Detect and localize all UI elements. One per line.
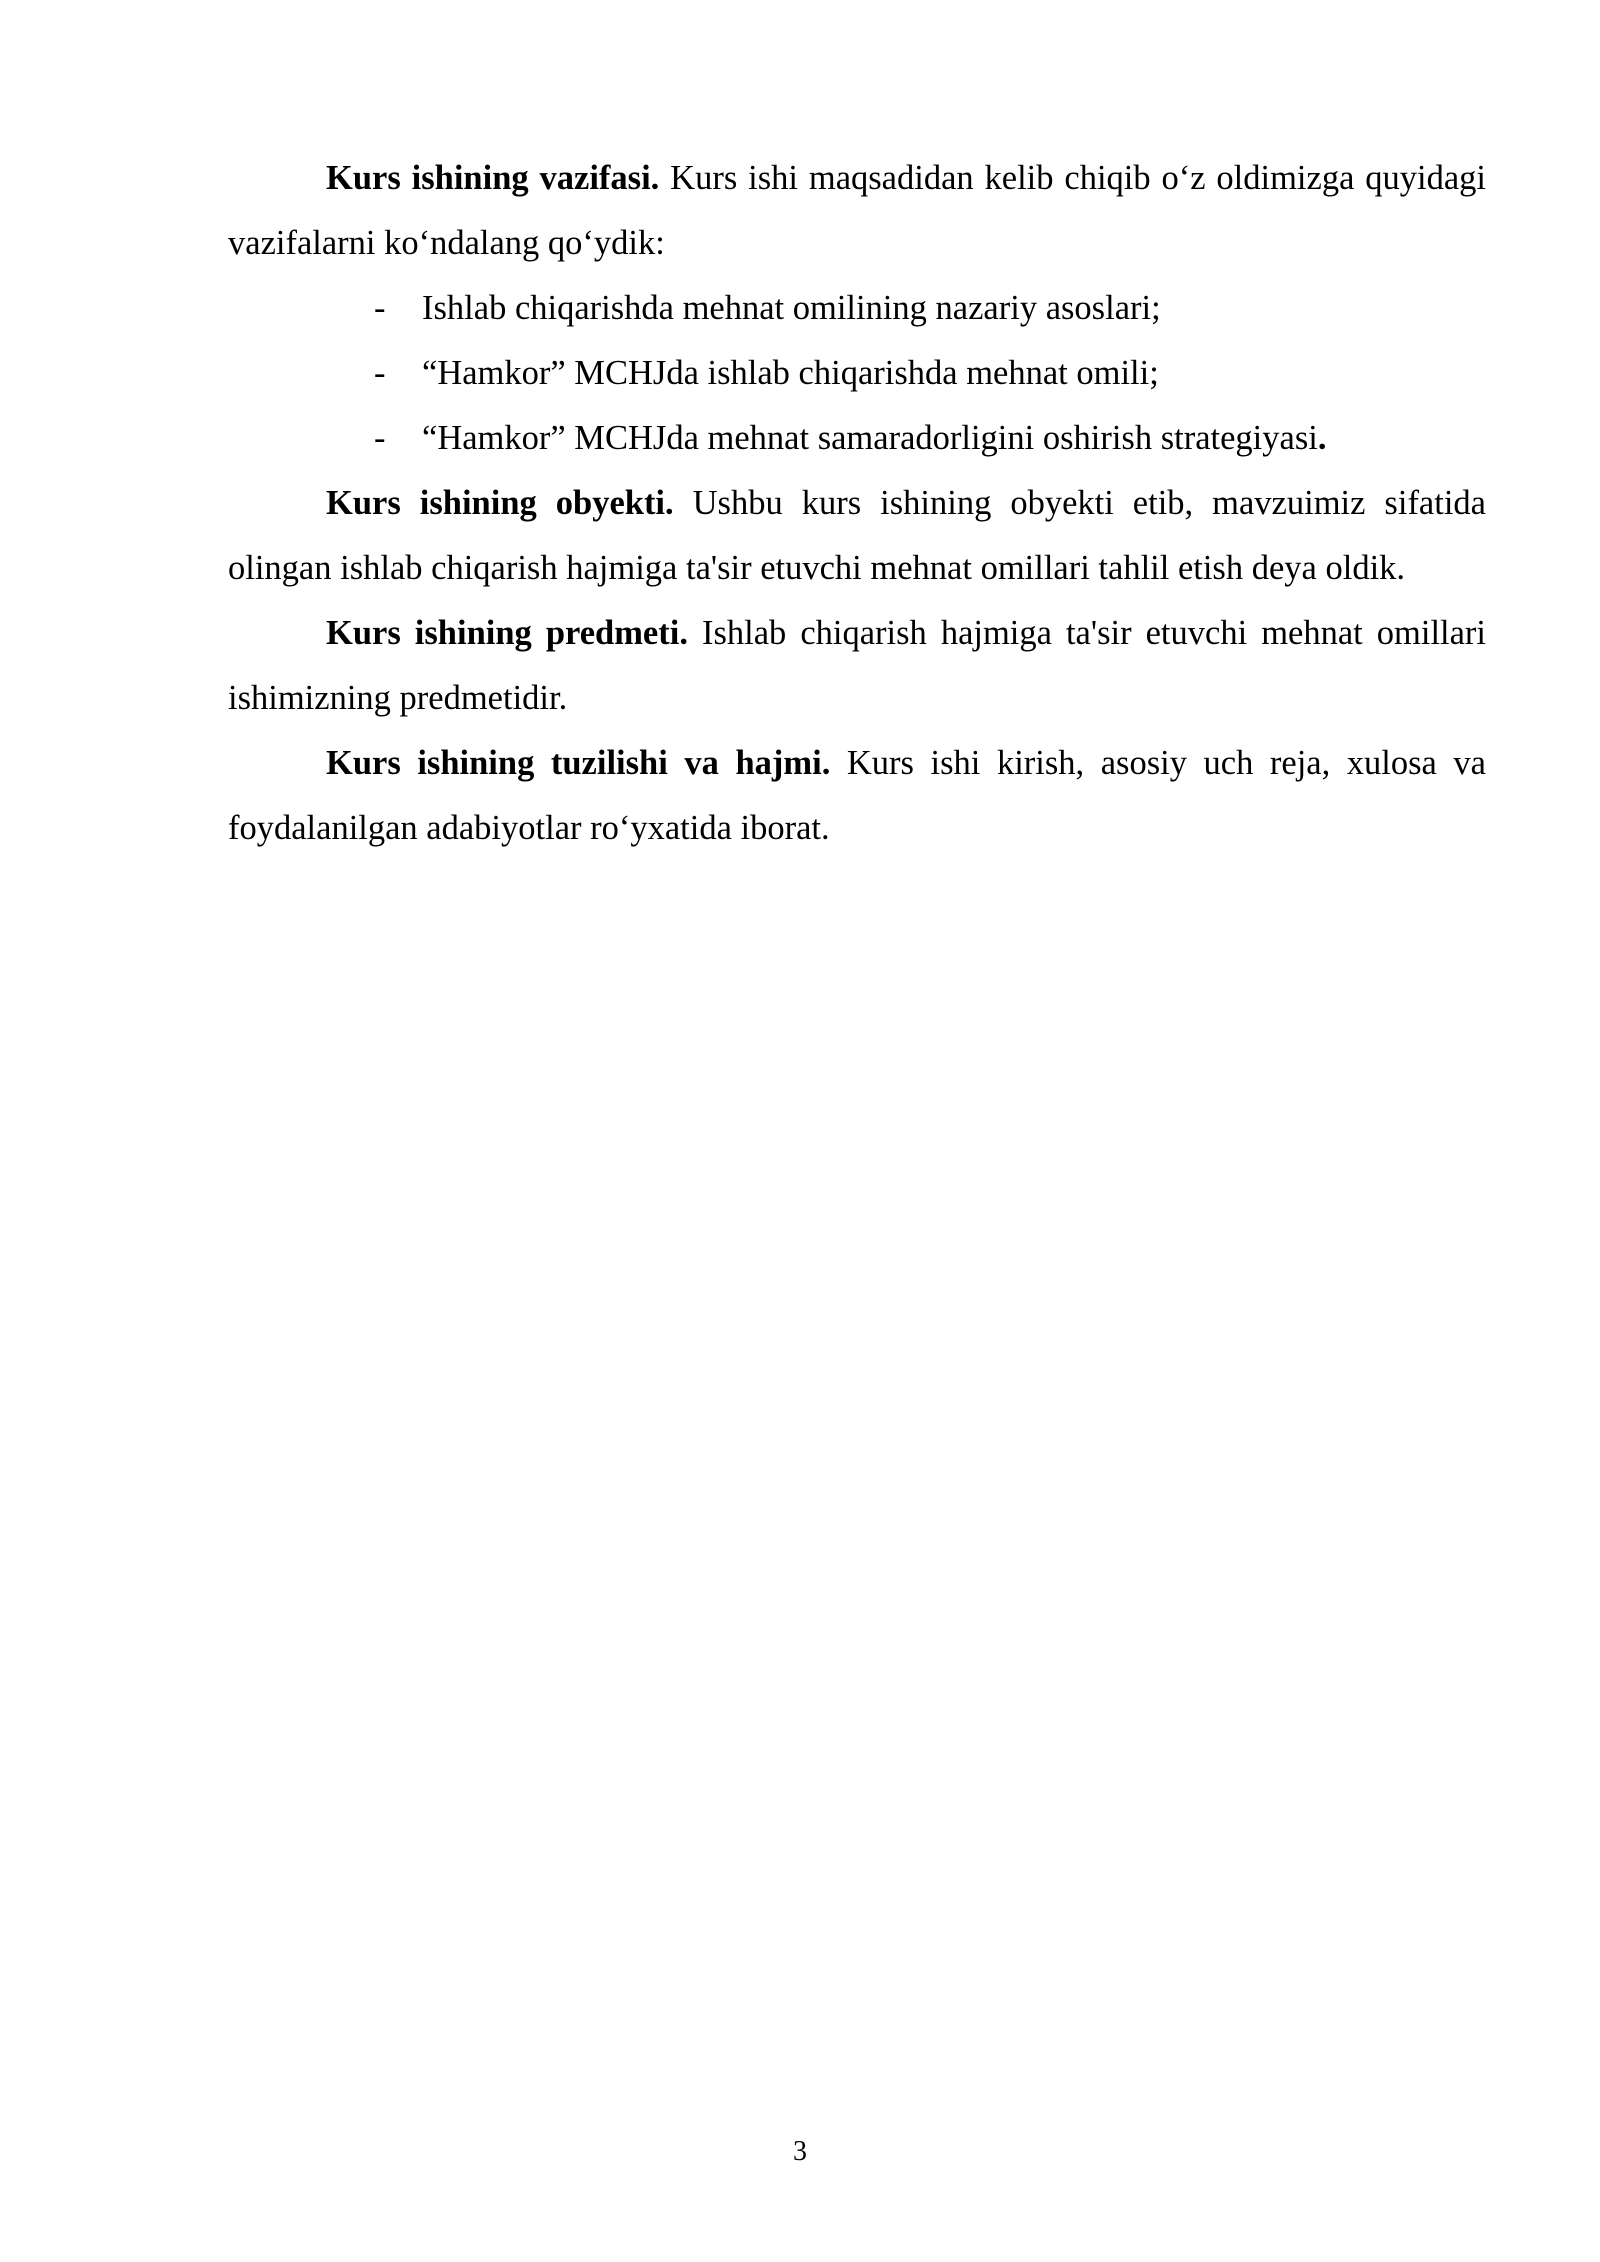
paragraph-obyekt-title: Kurs ishining obyekti.: [326, 484, 674, 522]
paragraph-tuzilish-title: Kurs ishining tuzilishi va hajmi.: [326, 744, 831, 782]
paragraph-tuzilish-text: Kurs ishi kirish, asosiy uch reja, xulosa va foydalanilgan adabiyotlar ro‘yxatida iborat.: [228, 744, 1486, 847]
list-item-text: “Hamkor” MCHJda ishlab chiqarishda mehnat omili;: [422, 354, 1159, 392]
list-item: [228, 341, 1486, 406]
paragraph-obyekt: [228, 471, 1486, 601]
page-number: 3: [793, 2136, 807, 2167]
list-item: [228, 406, 1486, 471]
list-item: [228, 276, 1486, 341]
paragraph-vazifa: [228, 146, 1486, 276]
paragraph-predmet-text: Ishlab chiqarish hajmiga ta'sir etuvchi mehnat omillari ishimizning predmetidir.: [228, 614, 1486, 717]
list-item-text: “Hamkor” MCHJda mehnat samaradorligini oshirish strategiyasi: [422, 419, 1318, 457]
paragraph-predmet-title: Kurs ishining predmeti.: [326, 614, 688, 652]
task-list: [228, 276, 1486, 471]
list-item-tail: .: [1317, 419, 1327, 457]
paragraph-tuzilish: [228, 731, 1486, 861]
paragraph-vazifa-title: Kurs ishining vazifasi.: [326, 159, 660, 197]
list-item-text: Ishlab chiqarishda mehnat omilining nazariy asoslari;: [422, 289, 1161, 327]
bullet-dash: -: [374, 354, 386, 392]
bullet-dash: -: [374, 419, 386, 457]
page-content: [228, 146, 1486, 861]
paragraph-vazifa-text: Kurs ishi maqsadidan kelib chiqib o‘z oldimizga quyidagi vazifalarni ko‘ndalang qo‘ydik:: [228, 159, 1486, 262]
bullet-dash: -: [374, 289, 386, 327]
paragraph-obyekt-text: Ushbu kurs ishining obyekti etib, mavzuimiz sifatida olingan ishlab chiqarish hajmiga ta'sir etuvchi mehnat omillari tahlil etish deya oldik.: [228, 484, 1486, 587]
paragraph-predmet: [228, 601, 1486, 731]
